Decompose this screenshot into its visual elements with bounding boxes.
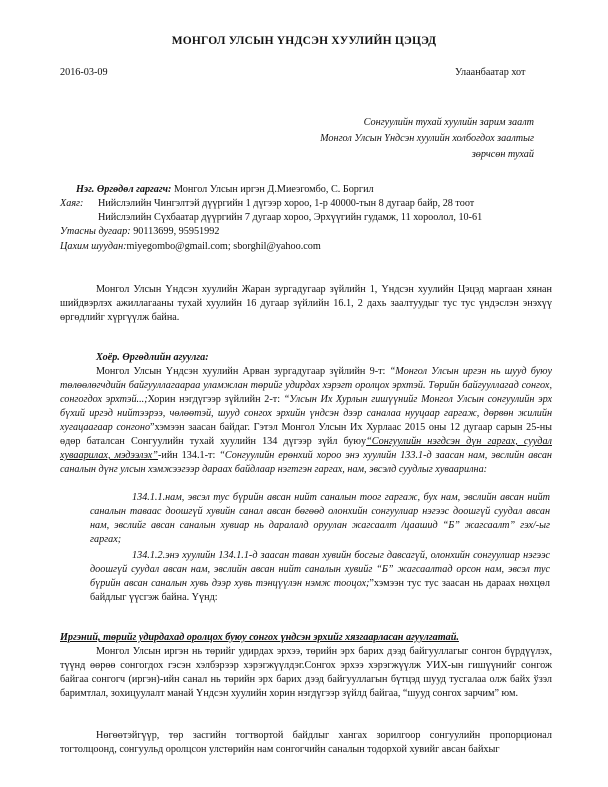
subject-block <box>320 115 534 163</box>
phone-label: Утасны дугаар: <box>60 226 131 237</box>
para-text: -ийн 134.1-т: <box>157 450 220 461</box>
quote-134-1-1: 134.1.1.нам, эвсэл тус бүрийн авсан нийт саналын тоог гаргаж, бух нам, эвслийн авсан нийт саналын таваас доошгүй хувийн санал авсан бөгөөд олонхийн сонгуулиар нэгээс доошгүй суудал авсан нам, эвслийг авсан саналын хувиар нь даралалд оруулан жагсаалт /цаашид “Б” жагсаалт” гэх/-ыг гаргах; <box>90 492 550 545</box>
applicant-value: Монгол Улсын иргэн Д.Миеэгомбо, С. Боргил <box>171 184 374 195</box>
document-title: МОНГОЛ УЛСЫН ҮНДСЭН ХУУЛИЙН ЦЭЦЭД <box>171 35 437 47</box>
para-text: Монгол Улсын Үндсэн хуулийн Арван зургадугаар зүйлийн 9-т: <box>96 366 390 377</box>
section-two-paragraph <box>60 365 552 477</box>
para-quote-underlined: “Сонгуулийн нэгдсэн дүн гаргах, суудал хуваарилах, мэдээлэх” <box>60 436 552 461</box>
para-text: Хорин нэгдүгээр зүйлийн 2-т: <box>147 394 284 405</box>
email-value: miyegombo@gmail.com; sborghil@yahoo.com <box>126 241 321 252</box>
email-label: Цахим шуудан: <box>60 241 127 252</box>
subject-line: Монгол Улсын Үндсэн хуулийн холбогдох заалтыг <box>320 133 534 144</box>
document-city: Улаанбаатар хот <box>455 67 526 78</box>
section-two-heading: Хоёр. Өргөдлийн агуулга: <box>96 352 209 363</box>
quote-tail: ”хэмээн тус тус заасан нь дараах нөхцөл байдлыг үүсгэж байна. Үүнд: <box>90 578 550 603</box>
email-line <box>60 240 321 254</box>
applicant-label: Нэг. Өргөдөл гаргагч: <box>76 184 172 195</box>
address-line-1 <box>60 197 475 211</box>
quote-134-1-2 <box>90 549 550 605</box>
para-quote: “Сонгуулийн ерөнхий хороо энэ хуулийн 133.1-д заасан нам, эвслийн авсан саналын дүнг улсын хэмжээгээр дараах байдлаар нэгтгэн гаргах, нам, эвсэлд суудлыг хуваарилна: <box>60 450 552 475</box>
para-text: ”хэмээн заасан байдаг. Гэтэл Монгол Улсын Их Хурлаас 2015 оны 12 дугаар сарын 25-ны өдөр баталсан Сонгуулийн тухай хуулийн 134 дүгээр зүйл буюу <box>60 422 553 447</box>
applicant-line <box>76 183 374 197</box>
intro-paragraph: Монгол Улсын Үндсэн хуулийн Жаран зургадугаар зүйлийн 1, Үндсэн хуулийн Цэцэд маргаан хянан шийдвэрлэх ажиллагааны тухай хуулийн 16 дугаар зүйлийн 16.1, 2 дахь заалтуудыг тус тус үндэслэн энэхүү өргөдлийг хүргүүлж байна. <box>60 284 552 323</box>
quote-text: 134.1.2.энэ хуулийн 134.1.1-д заасан таван хувийн босгыг давсагүй, олонхийн сонгуулиар нэгээс доошгүй суудал авсан нам, эвслийн авсан нийт саналын хувийг “Б” жагсаалтад орсон нам, эвсэл тус бүрийн авсан саналын хувь дээр хувь тэнцүүлэн нэмж тооцох; <box>90 550 550 589</box>
para-quote: “Улсын Их Хурлын гишүүнийг Монгол Улсын сонгуулийн эрх бүхий иргэд нийтээрээ, чөлөөтэй, шууд сонгох эрхийн үндсэн дээр саналаа нууцаар гаргаж, дөрвөн жилийн хугацаагаар сонгоно <box>60 394 553 433</box>
section-three-paragraph-2: Нөгөөтэйгүүр, төр засгийн тогтвортой байдлыг хангах зорилгоор сонгуулийн пропорционал тогтолцоонд, сонгуульд оролцсон улстөрийн нам сонгогчийн саналын тодорхой хувийг авсан байхыг <box>60 730 552 755</box>
section-three-paragraph-1: Монгол Улсын иргэн нь төрийг удирдах эрхээ, төрийн эрх барих дээд байгууллагыг сонгон бүрдүүлэх, түүнд өөрөө сонгогдох гэсэн хэлбэрээр хэрэгжүүлдэг.Сонгох эрхээ хэрэгжүүлж УИХ-ын гишүүнийг сонгож байгаа сонгогч (иргэн)-ийн санал нь төрийн эрх барих дээд байгууллагын бүтцэд шууд тусгалаа олж байх ўзэл баримтлал, зохицуулалт манай Үндсэн хуулийн хорин нэгдүгээр зүйлд байгаа, “шууд сонгох зарчим” юм. <box>60 646 552 699</box>
phone-value: 90113699, 95951992 <box>130 226 220 237</box>
address-value-1: Нийслэлийн Чингэлтэй дүүргийн 1 дүгээр хороо, 1-р 40000-тын 8 дугаар байр, 28 тоот <box>98 198 475 209</box>
address-value-2: Нийслэлийн Сүхбаатар дүүргийн 7 дугаар хороо, Эрхүүгийн гудамж, 11 хороолол, 10-61 <box>98 212 483 223</box>
subject-line: зөрчсөн тухай <box>471 149 534 160</box>
subject-line: Сонгуулийн тухай хуулийн зарим заалт <box>363 117 534 128</box>
document-date: 2016-03-09 <box>60 67 108 78</box>
section-three-heading: Иргэний, төрийг удирдахад оролцох буюу сонгох үндсэн эрхийг хязгаарласан агуулгатай. <box>60 632 459 643</box>
para-quote: “Монгол Улсын иргэн нь шууд буюу төлөөлөгчдийн байгууллагаараа уламжлан төрийг удирдах хэрэгт оролцох эрхтэй. Төрийн байгууллагад сонгох, сонгогдох эрхтэй...; <box>60 366 552 405</box>
address-label: Хаяг: <box>60 198 84 209</box>
phone-line <box>60 225 219 239</box>
